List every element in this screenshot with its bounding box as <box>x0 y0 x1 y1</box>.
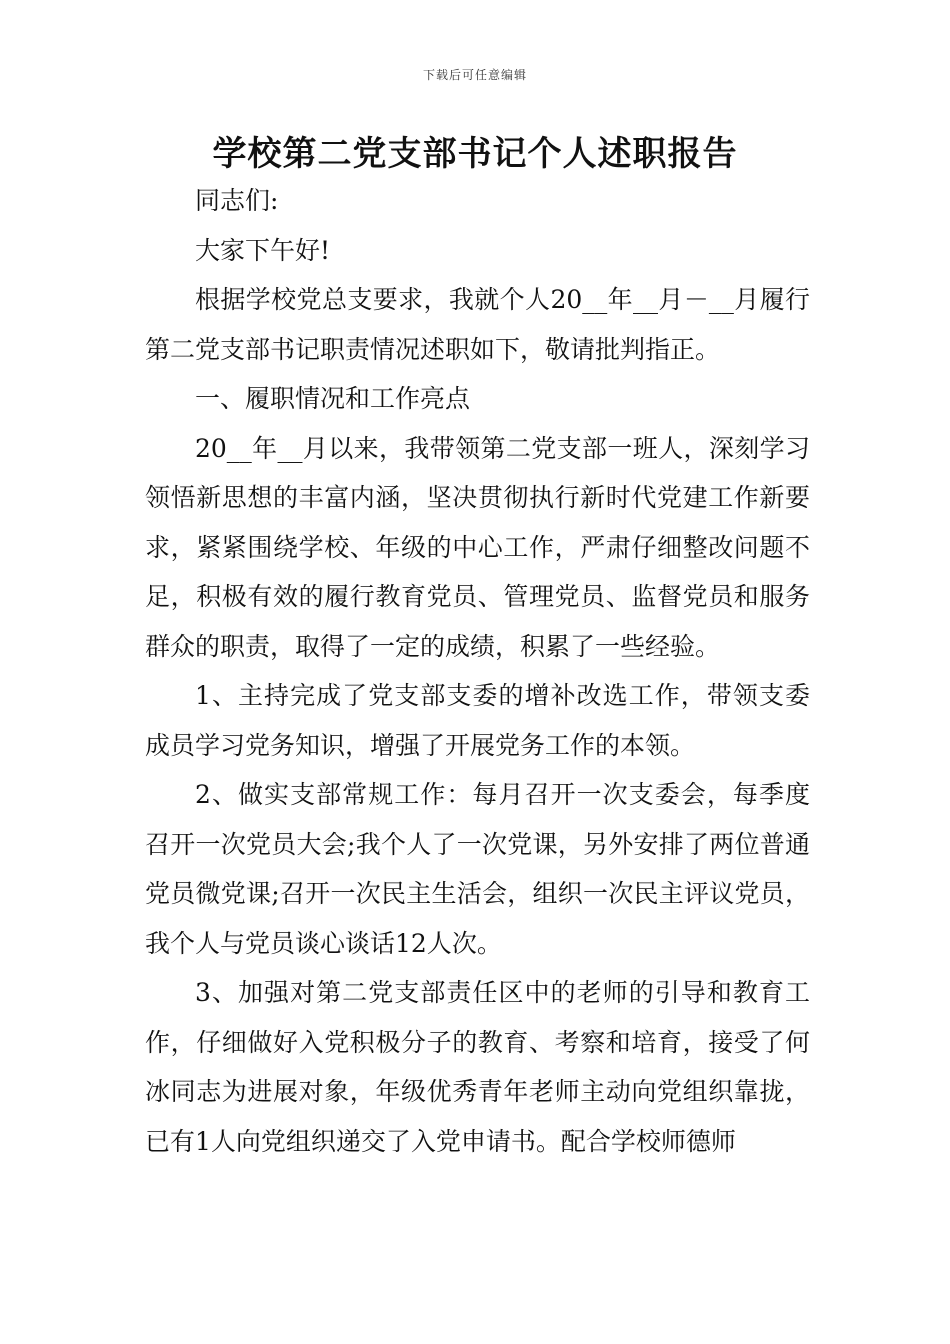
document-body <box>145 176 810 1166</box>
header-note: 下载后可任意编辑 <box>422 68 527 82</box>
paragraph: 20__年__月以来，我带领第二党支部一班人，深刻学习领悟新思想的丰富内涵，坚决贯彻执行新时代党建工作新要求，紧紧围绕学校、年级的中心工作，严肃仔细整改问题不足，积极有效的履行教育党员、管理党员、监督党员和服务群众的职责，取得了一定的成绩，积累了一些经验。 <box>145 433 810 661</box>
intro-paragraph: 根据学校党总支要求，我就个人20__年__月－__月履行第二党支部书记职责情况述职如下，敬请批判指正。 <box>145 285 810 364</box>
list-item: 2、做实支部常规工作：每月召开一次支委会，每季度召开一次党员大会;我个人了一次党课，另外安排了两位普通党员微党课;召开一次民主生活会，组织一次民主评议党员，我个人与党员谈心谈话12人次。 <box>145 780 810 958</box>
salutation: 同志们: <box>195 186 279 215</box>
section-heading: 一、履职情况和工作亮点 <box>195 384 471 413</box>
list-item: 1、主持完成了党支部支委的增补改选工作，带领支委成员学习党务知识，增强了开展党务工作的本领。 <box>145 681 810 760</box>
document-title: 学校第二党支部书记个人述职报告 <box>212 134 738 174</box>
list-item: 3、加强对第二党支部责任区中的老师的引导和教育工作，仔细做好入党积极分子的教育、考察和培育，接受了何冰同志为进展对象，年级优秀青年老师主动向党组织靠拢，已有1人向党组织递交了入党申请书。配合学校师德师 <box>145 978 810 1156</box>
greeting: 大家下午好! <box>195 235 331 265</box>
